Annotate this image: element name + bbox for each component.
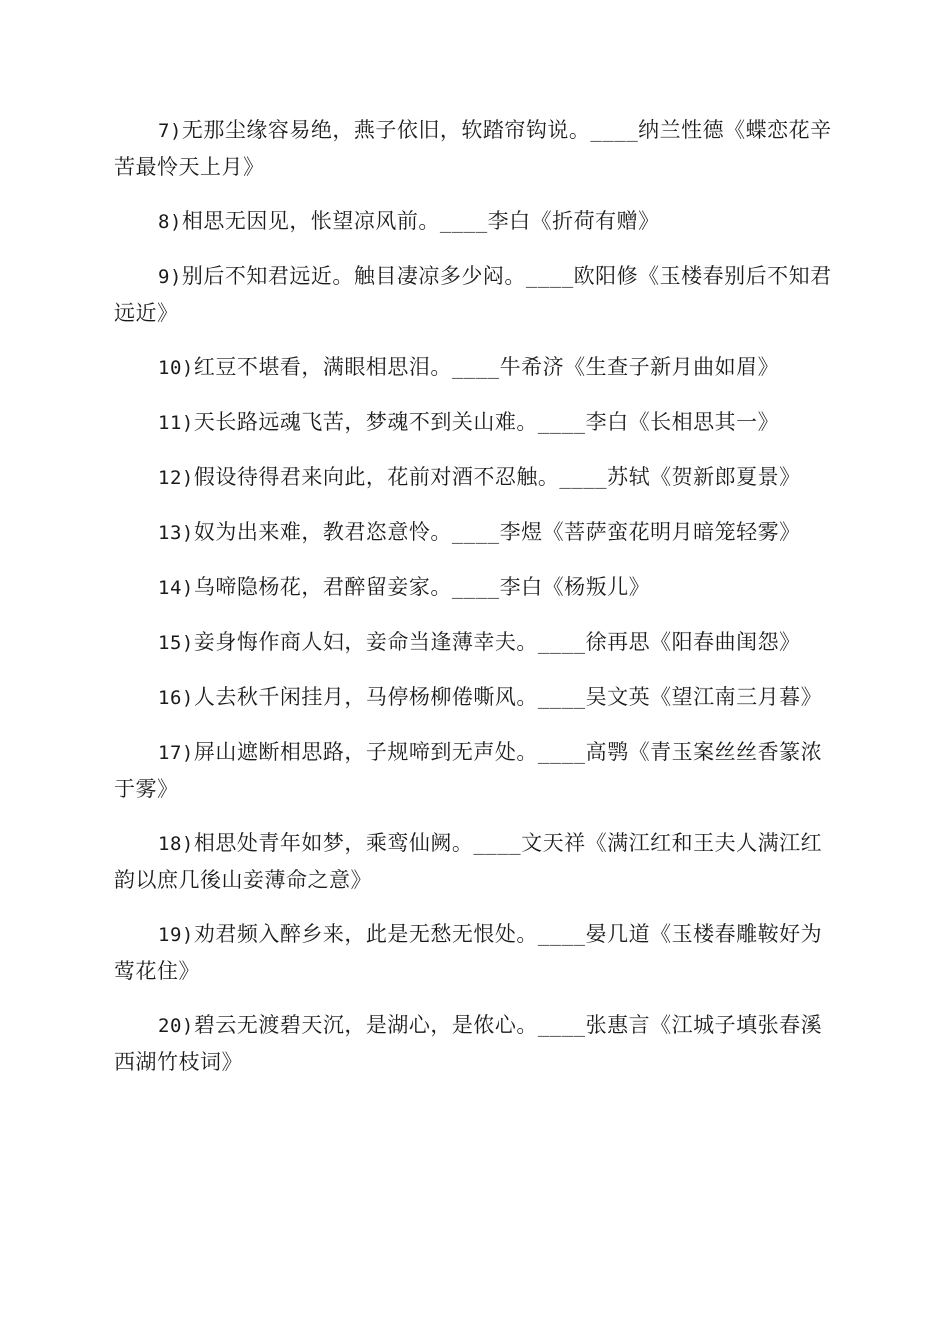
- source-citation: 纳兰性德《蝶恋花辛苦最怜天上月》: [114, 118, 832, 179]
- blank-line: ____: [525, 266, 574, 288]
- verse-text: 红豆不堪看，满眼相思泪。: [193, 355, 452, 379]
- source-citation: 欧阳修《玉楼春别后不知君远近》: [114, 264, 832, 325]
- item-number: 16): [158, 687, 194, 709]
- blank-line: ____: [559, 467, 608, 489]
- source-citation: 李白《长相思其一》: [585, 410, 780, 434]
- list-item: [114, 459, 836, 496]
- list-item: [114, 258, 836, 331]
- item-number: 10): [158, 357, 194, 379]
- verse-text: 妾身悔作商人妇，妾命当逢薄幸夫。: [193, 630, 538, 654]
- list-item: [114, 679, 836, 716]
- verse-text: 相思无因见，怅望凉风前。: [181, 209, 440, 233]
- verse-text: 屏山遮断相思路，子规啼到无声处。: [193, 740, 538, 764]
- poem-list: [114, 112, 836, 1098]
- list-item: [114, 203, 836, 240]
- blank-line: ____: [537, 412, 586, 434]
- source-citation: 文天祥《满江红和王夫人满江红韵以庶几後山妾薄命之意》: [114, 831, 823, 892]
- item-number: 20): [158, 1015, 194, 1037]
- blank-line: ____: [537, 687, 586, 709]
- item-number: 11): [158, 412, 194, 434]
- blank-line: ____: [439, 211, 488, 233]
- source-citation: 高鹗《青玉案丝丝香篆浓于雾》: [114, 740, 823, 801]
- blank-line: ____: [473, 833, 522, 855]
- verse-text: 碧云无渡碧天沉，是湖心，是侬心。: [193, 1013, 538, 1037]
- verse-text: 劝君频入醉乡来，此是无愁无恨处。: [193, 922, 538, 946]
- verse-text: 天长路远魂飞苦，梦魂不到关山难。: [193, 410, 538, 434]
- item-number: 7): [158, 120, 182, 142]
- blank-line: ____: [537, 924, 586, 946]
- list-item: [114, 404, 836, 441]
- list-item: [114, 1007, 836, 1080]
- verse-text: 相思处青年如梦，乘鸾仙阙。: [193, 831, 474, 855]
- source-citation: 吴文英《望江南三月暮》: [585, 685, 823, 709]
- list-item: [114, 349, 836, 386]
- item-number: 15): [158, 632, 194, 654]
- verse-text: 别后不知君远近。触目凄凉多少闷。: [181, 264, 526, 288]
- list-item: [114, 514, 836, 551]
- item-number: 8): [158, 211, 182, 233]
- blank-line: ____: [590, 120, 639, 142]
- source-citation: 徐再思《阳春曲闺怨》: [585, 630, 801, 654]
- item-number: 19): [158, 924, 194, 946]
- item-number: 12): [158, 467, 194, 489]
- blank-line: ____: [451, 577, 500, 599]
- list-item: [114, 624, 836, 661]
- blank-line: ____: [451, 522, 500, 544]
- source-citation: 晏几道《玉楼春雕鞍好为莺花住》: [114, 922, 823, 983]
- source-citation: 李白《折荷有赠》: [487, 209, 660, 233]
- item-number: 13): [158, 522, 194, 544]
- blank-line: ____: [537, 632, 586, 654]
- item-number: 18): [158, 833, 194, 855]
- blank-line: ____: [537, 742, 586, 764]
- verse-text: 奴为出来难，教君恣意怜。: [193, 520, 452, 544]
- blank-line: ____: [537, 1015, 586, 1037]
- blank-line: ____: [451, 357, 500, 379]
- list-item: [114, 112, 836, 185]
- source-citation: 李白《杨叛儿》: [499, 575, 651, 599]
- item-number: 14): [158, 577, 194, 599]
- list-item: [114, 916, 836, 989]
- source-citation: 牛希济《生查子新月曲如眉》: [499, 355, 780, 379]
- item-number: 9): [158, 266, 182, 288]
- item-number: 17): [158, 742, 194, 764]
- source-citation: 李煜《菩萨蛮花明月暗笼轻雾》: [499, 520, 801, 544]
- list-item: [114, 569, 836, 606]
- source-citation: 苏轼《贺新郎夏景》: [607, 465, 801, 489]
- verse-text: 无那尘缘容易绝，燕子依旧，软踏帘钩说。: [181, 118, 591, 142]
- list-item: [114, 734, 836, 807]
- verse-text: 人去秋千闲挂月，马停杨柳倦嘶风。: [193, 685, 538, 709]
- verse-text: 乌啼隐杨花，君醉留妾家。: [193, 575, 452, 599]
- verse-text: 假设待得君来向此，花前对酒不忍触。: [193, 465, 560, 489]
- source-citation: 张惠言《江城子填张春溪西湖竹枝词》: [114, 1013, 823, 1074]
- list-item: [114, 825, 836, 898]
